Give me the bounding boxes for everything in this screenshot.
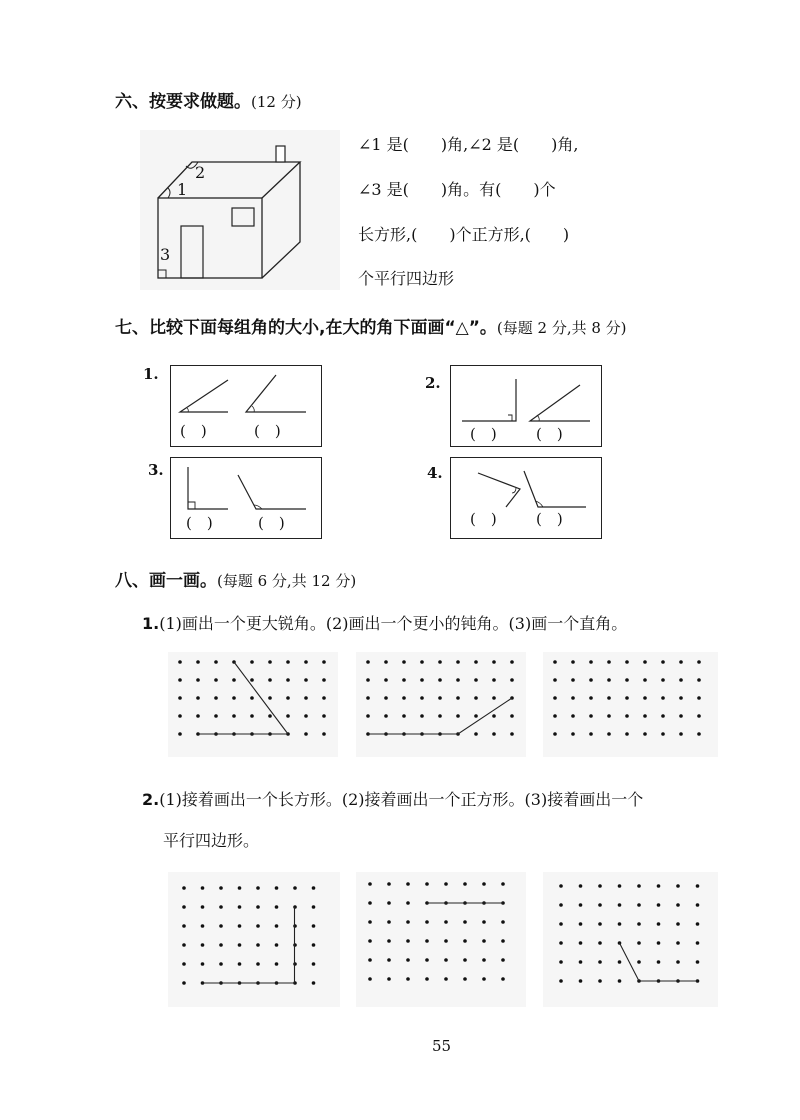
q2-given-parallelogram-sides (543, 872, 718, 1007)
q2-text-b: 平行四边形。 (163, 831, 260, 850)
page-number: 55 (432, 1037, 452, 1055)
grid-dot[interactable] (571, 696, 575, 700)
q1-grid-obtuse[interactable] (356, 652, 526, 757)
grid-dot[interactable] (679, 714, 683, 718)
grid-dot[interactable] (607, 714, 611, 718)
q2-given-square-side (356, 872, 526, 1007)
grid-dot[interactable] (661, 678, 665, 682)
section7-points: (每题 2 分,共 8 分) (496, 319, 627, 337)
section6-line1: ∠1 是( )角,∠2 是( )角, (358, 135, 579, 154)
q1-given-obtuse-angle (356, 652, 526, 757)
grid-dot[interactable] (643, 696, 647, 700)
group2-blank1[interactable]: ( ) (470, 425, 497, 443)
grid-dot[interactable] (661, 660, 665, 664)
section8-heading (115, 566, 356, 591)
angle-label-1: 1 (177, 180, 188, 199)
section6-line4: 个平行四边形 (358, 269, 455, 288)
grid-dot[interactable] (625, 660, 629, 664)
grid-dot[interactable] (589, 714, 593, 718)
grid-dot[interactable] (571, 732, 575, 736)
section6-points: (12 分) (251, 93, 302, 111)
grid-dot[interactable] (697, 678, 701, 682)
grid-dot[interactable] (679, 696, 683, 700)
grid-dot[interactable] (643, 732, 647, 736)
grid-dot[interactable] (643, 714, 647, 718)
grid-dot[interactable] (625, 714, 629, 718)
grid-dot[interactable] (661, 732, 665, 736)
grid-dot[interactable] (607, 696, 611, 700)
section6-title: 六、按要求做题。 (115, 92, 251, 112)
section6-line2: ∠3 是( )角。有( )个 (358, 180, 556, 199)
group1-blank2[interactable]: ( ) (254, 422, 281, 440)
grid-dot[interactable] (625, 678, 629, 682)
grid-dot[interactable] (553, 714, 557, 718)
grid-dot[interactable] (553, 660, 557, 664)
group2-blank2[interactable]: ( ) (536, 425, 563, 443)
group3-blank2[interactable]: ( ) (258, 514, 285, 532)
section7-heading (115, 313, 627, 338)
grid-dot[interactable] (553, 696, 557, 700)
q2-grid-parallelogram[interactable] (543, 872, 718, 1007)
grid-dot[interactable] (571, 678, 575, 682)
section6-line3: 长方形,( )个正方形,( ) (358, 225, 570, 244)
q2-grid-rectangle[interactable] (168, 872, 340, 1007)
grid-dot[interactable] (607, 678, 611, 682)
grid-dot[interactable] (571, 660, 575, 664)
q1-grid-acute[interactable] (168, 652, 338, 757)
angle-label-3: 3 (160, 245, 171, 264)
grid-dot[interactable] (589, 678, 593, 682)
q1-grid-right[interactable] (543, 652, 718, 757)
group1-number: 1. (143, 365, 159, 383)
group4-blank1[interactable]: ( ) (470, 510, 497, 528)
section8-points: (每题 6 分,共 12 分) (217, 572, 357, 590)
q1-text: (1)画出一个更大锐角。(2)画出一个更小的钝角。(3)画一个直角。 (159, 614, 628, 633)
angle-label-2: 2 (195, 163, 206, 182)
grid-dot[interactable] (661, 696, 665, 700)
q1-line (142, 611, 627, 634)
grid-dot[interactable] (571, 714, 575, 718)
q1-grid-right-dots (543, 652, 718, 757)
grid-dot[interactable] (589, 660, 593, 664)
grid-dot[interactable] (625, 732, 629, 736)
q2-line-a (142, 787, 643, 810)
q2-grid-square[interactable] (356, 872, 526, 1007)
grid-dot[interactable] (607, 732, 611, 736)
grid-dot[interactable] (589, 696, 593, 700)
grid-dot[interactable] (589, 732, 593, 736)
q1-given-acute-angle (168, 652, 338, 757)
grid-dot[interactable] (553, 678, 557, 682)
grid-dot[interactable] (697, 660, 701, 664)
group3-number: 3. (148, 461, 164, 479)
grid-dot[interactable] (679, 732, 683, 736)
q2-number: 2. (142, 790, 160, 809)
group3-blank1[interactable]: ( ) (186, 514, 213, 532)
q2-text-a: (1)接着画出一个长方形。(2)接着画出一个正方形。(3)接着画出一个 (159, 790, 644, 809)
group4-blank2[interactable]: ( ) (536, 510, 563, 528)
q2-given-rectangle-sides (168, 872, 340, 1007)
group2-number: 2. (425, 374, 441, 392)
grid-dot[interactable] (553, 732, 557, 736)
grid-dot[interactable] (643, 660, 647, 664)
group1-blank1[interactable]: ( ) (180, 422, 207, 440)
grid-dot[interactable] (697, 732, 701, 736)
grid-dot[interactable] (697, 696, 701, 700)
grid-dot[interactable] (607, 660, 611, 664)
section6-heading (115, 87, 302, 112)
q1-number: 1. (142, 614, 160, 633)
house-figure (140, 130, 340, 290)
section7-title: 七、比较下面每组角的大小,在大的角下面画“△”。 (115, 318, 497, 338)
grid-dot[interactable] (679, 678, 683, 682)
grid-dot[interactable] (661, 714, 665, 718)
group4-number: 4. (427, 464, 443, 482)
grid-dot[interactable] (697, 714, 701, 718)
grid-dot[interactable] (643, 678, 647, 682)
section8-title: 八、画一画。 (115, 571, 217, 591)
grid-dot[interactable] (625, 696, 629, 700)
grid-dot[interactable] (679, 660, 683, 664)
